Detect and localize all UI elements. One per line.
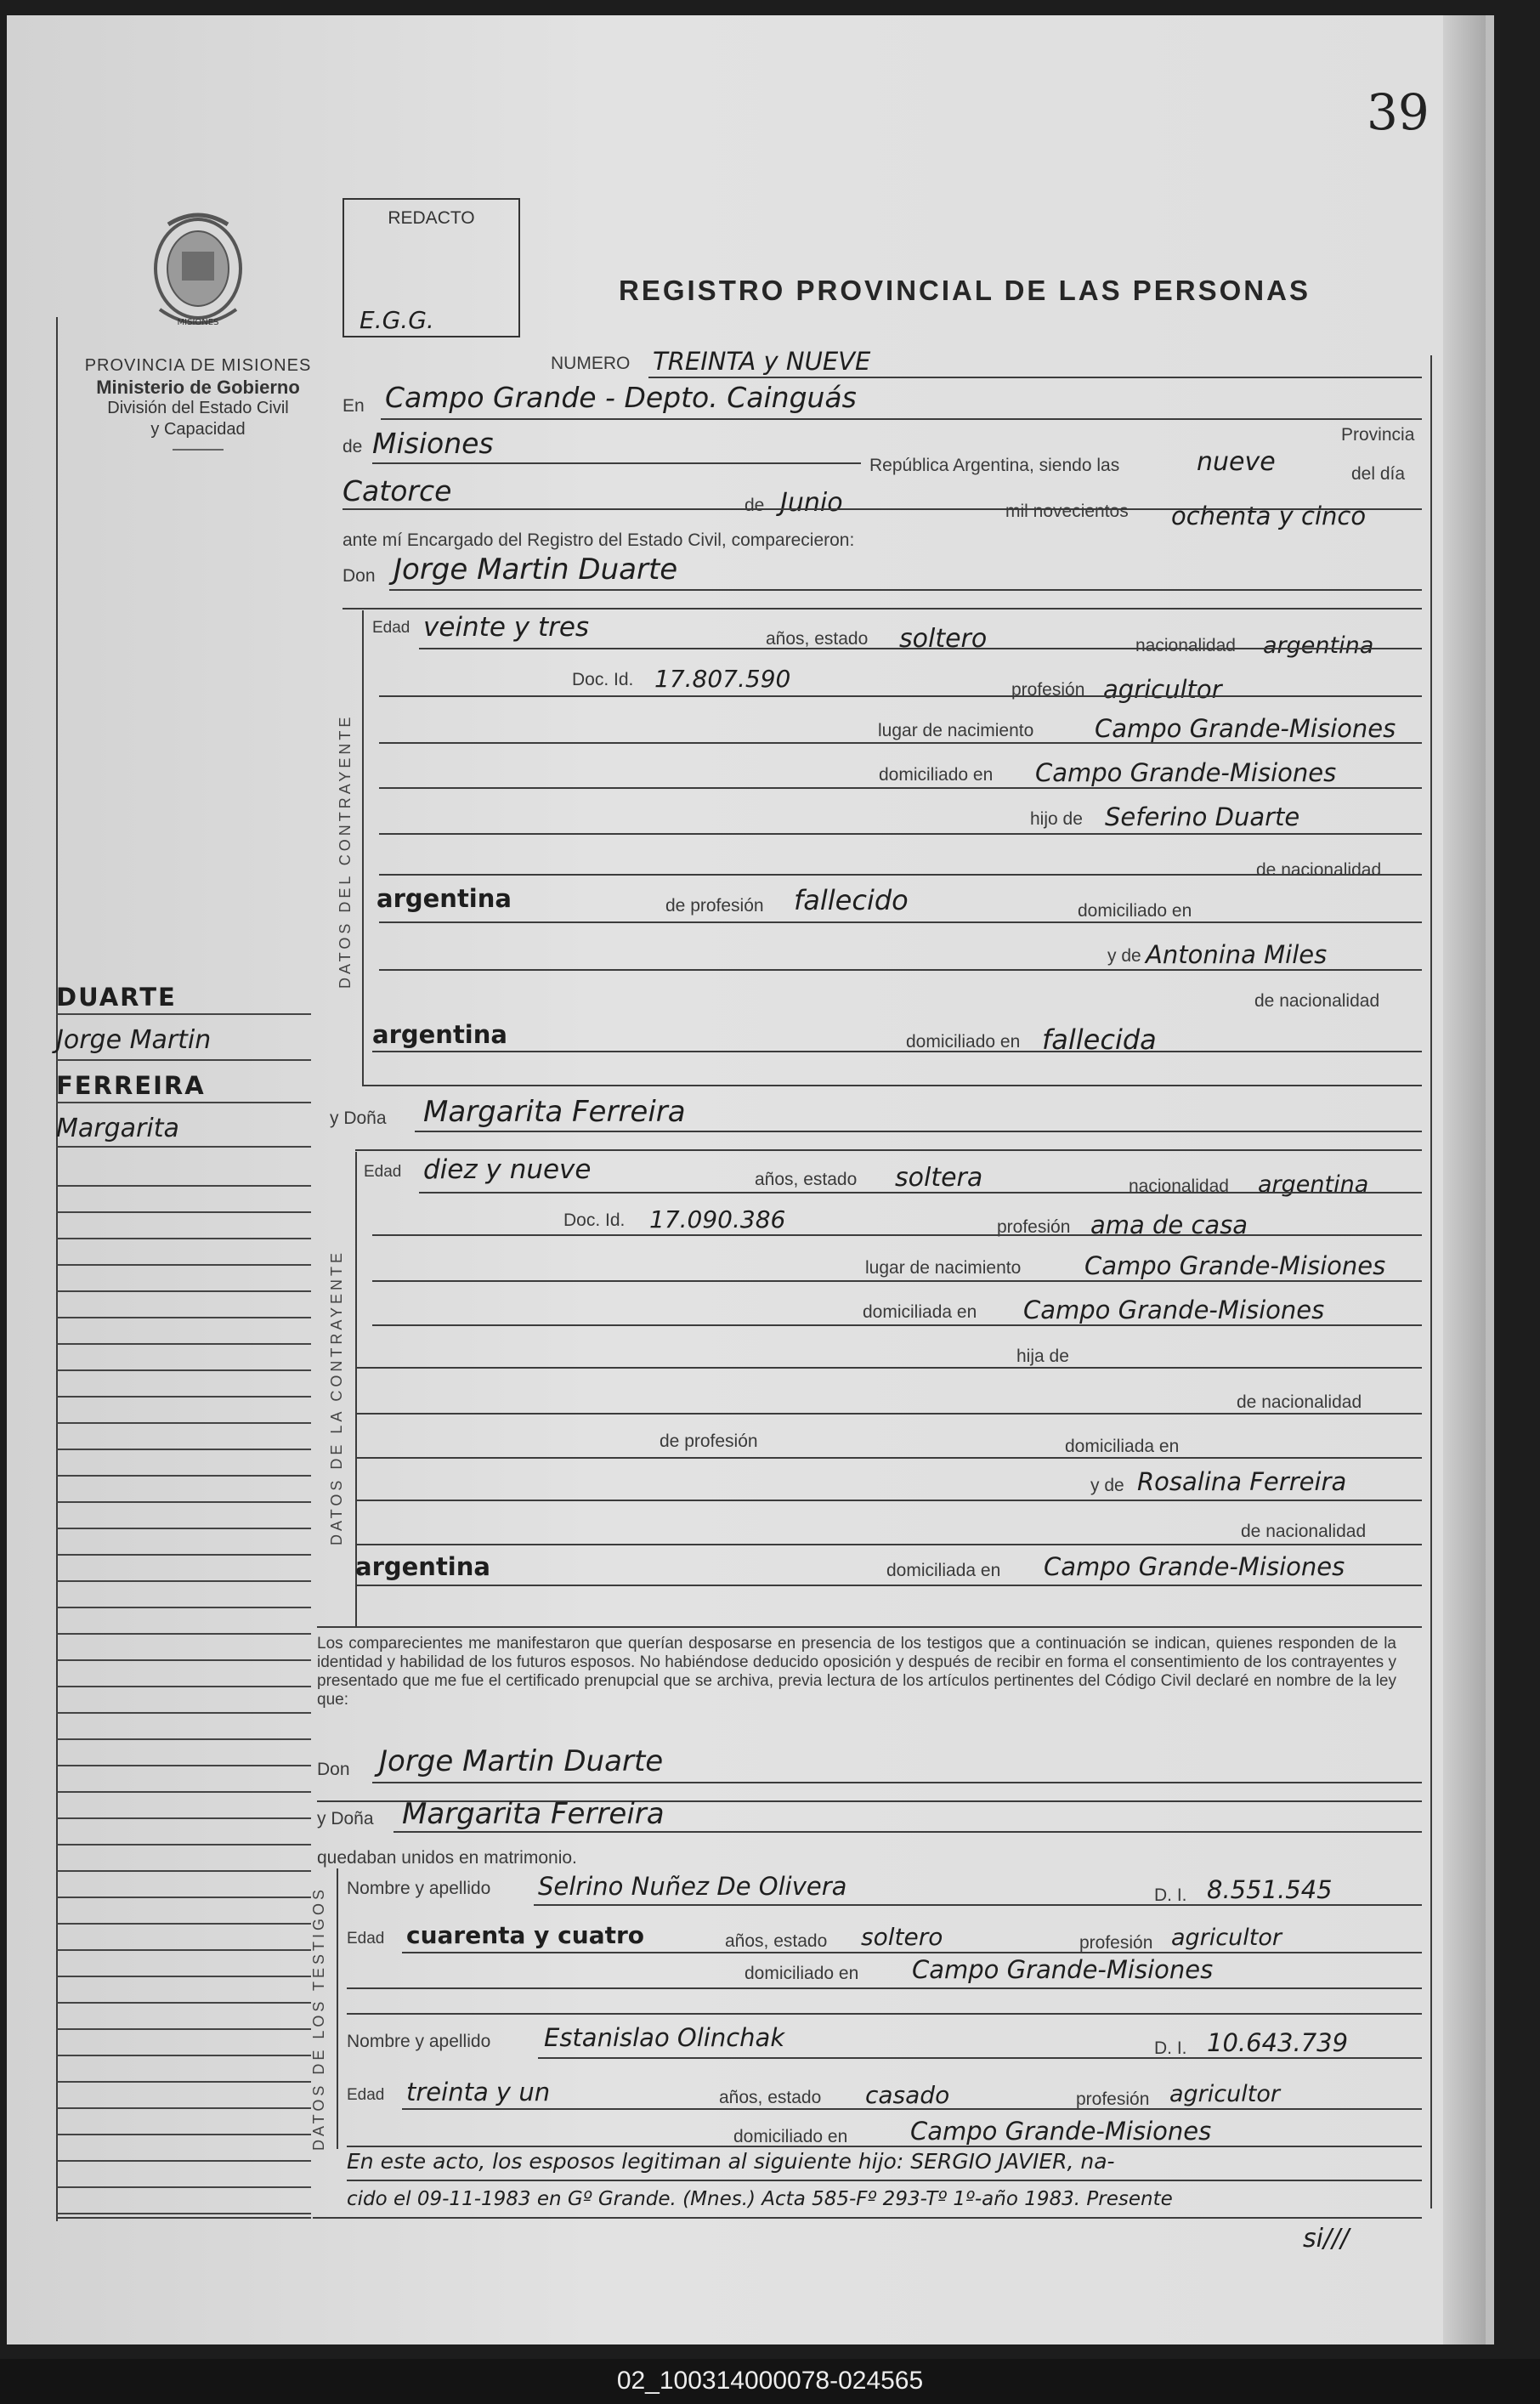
- groom-profesion-label: profesión: [1011, 680, 1085, 700]
- bride-padre-dom-label: domiciliada en: [1065, 1437, 1180, 1456]
- w1-di: 8.551.545: [1207, 1875, 1333, 1904]
- groom-profesion: agricultor: [1103, 675, 1222, 704]
- w1-domicilio: Campo Grande-Misiones: [912, 1955, 1214, 1984]
- w1-nombre: Selrino Nuñez De Olivera: [538, 1872, 847, 1901]
- groom-lugar-nac-label: lugar de nacimiento: [878, 721, 1034, 740]
- bride-madre-nac: argentina: [355, 1552, 490, 1581]
- hora-value: nueve: [1197, 447, 1276, 477]
- bride-domicilio-label: domiciliada en: [863, 1302, 977, 1322]
- w2-profesion-label: profesión: [1076, 2089, 1150, 2109]
- republica-label: República Argentina, siendo las: [869, 456, 1120, 475]
- groom-domicilio-label: domiciliado en: [879, 765, 994, 785]
- groom-edad: veinte y tres: [423, 612, 590, 643]
- groom-y-de-label: y de: [1107, 946, 1141, 966]
- w1-domicilio-label: domiciliado en: [745, 1964, 859, 1983]
- groom-padre-prof-label: de profesión: [665, 896, 764, 916]
- groom-padre-nac-label: de nacionalidad: [1256, 860, 1382, 880]
- dia-value: Catorce: [343, 474, 452, 507]
- redacto-initials: E.G.G.: [360, 306, 434, 334]
- groom-doc: 17.807.590: [654, 665, 791, 693]
- provincia-label: Provincia: [1341, 425, 1415, 445]
- w2-profesion: agricultor: [1169, 2081, 1280, 2107]
- margin-note-name-groom: Jorge Martin: [56, 1025, 311, 1061]
- groom-domicilio: Campo Grande-Misiones: [1035, 758, 1337, 787]
- groom-madre-nac-label: de nacionalidad: [1254, 991, 1380, 1011]
- bride-y-de-label: y de: [1090, 1476, 1124, 1495]
- bride-nacionalidad: argentina: [1258, 1171, 1369, 1198]
- groom-estado: soltero: [899, 624, 988, 654]
- anio-value: ochenta y cinco: [1171, 502, 1367, 530]
- groom-padre: Seferino Duarte: [1105, 802, 1300, 831]
- groom-nacionalidad: argentina: [1263, 632, 1374, 659]
- w2-edad-label: Edad: [347, 2086, 385, 2104]
- annotation-signature: si///: [1303, 2224, 1350, 2254]
- bride-name: Margarita Ferreira: [423, 1095, 686, 1129]
- margin-note-name-bride: Margarita: [56, 1114, 311, 1148]
- w1-anios-label: años, estado: [725, 1931, 828, 1951]
- witnesses-section-label: DATOS DE LOS TESTIGOS: [310, 1885, 327, 2151]
- bride-anios-label: años, estado: [755, 1170, 858, 1189]
- groom-anios-label: años, estado: [766, 629, 869, 649]
- groom-lugar-nac: Campo Grande-Misiones: [1095, 714, 1396, 743]
- groom-hijo-label: hijo de: [1030, 809, 1083, 829]
- ministry-header: [66, 355, 330, 451]
- en-label: En: [343, 396, 365, 416]
- redacto-box: [343, 198, 520, 337]
- margin-notes: [56, 983, 311, 1148]
- w2-anios-label: años, estado: [719, 2088, 822, 2107]
- bride-nacionalidad-label: nacionalidad: [1129, 1176, 1229, 1196]
- w1-profesion: agricultor: [1171, 1925, 1282, 1951]
- bride-doc: 17.090.386: [649, 1205, 786, 1233]
- margin-note-surname-groom: DUARTE: [56, 983, 311, 1015]
- bride-doc-label: Doc. Id.: [563, 1211, 626, 1230]
- register-page: [7, 15, 1494, 2344]
- w2-di-label: D. I.: [1154, 2038, 1187, 2058]
- footer-id: 02_100314000078-024565: [616, 2367, 924, 2395]
- mes-value: Junio: [780, 488, 843, 518]
- bride-madre-dom-label: domiciliada en: [886, 1561, 1001, 1580]
- mil-label: mil novecientos: [1005, 502, 1129, 521]
- ministry-line1: PROVINCIA DE MISIONES: [84, 356, 312, 375]
- annotation-line2: cido el 09-11-1983 en Gº Grande. (Mnes.) Acta 585-Fº 293-Tº 1º-año 1983. Presente: [347, 2188, 1173, 2210]
- w2-domicilio: Campo Grande-Misiones: [910, 2117, 1212, 2146]
- groom-padre-nac: argentina: [377, 884, 512, 913]
- w1-edad: cuarenta y cuatro: [406, 1921, 645, 1949]
- w1-estado: soltero: [861, 1923, 943, 1951]
- groom-padre-prof: fallecido: [794, 884, 909, 916]
- de-label: de: [343, 437, 363, 456]
- declaration-paragraph: Los comparecientes me manifestaron que querían desposarse en presencia de los testigos que a continuación se indican, quienes responden de la identidad y habilidad de los futuros esposos. No habiéndose deducido oposición y después de recibir en forma el consentimiento de los contrayentes y presentado que me fue el certificado prenupcial que se archiva, previa lectura de los artículos pertinentes del Código Civil declaré en nombre de la ley que:: [317, 1635, 1396, 1709]
- redacto-label: REDACTO: [388, 208, 475, 228]
- dona-label: y Doña: [330, 1108, 387, 1128]
- bride-padre-prof-label: de profesión: [660, 1432, 758, 1451]
- bride-profesion: ama de casa: [1090, 1211, 1248, 1239]
- w2-edad: treinta y un: [406, 2078, 551, 2106]
- bride-domicilio: Campo Grande-Misiones: [1023, 1296, 1325, 1324]
- groom-madre-dom-label: domiciliado en: [906, 1032, 1021, 1052]
- lugar-value: Campo Grande - Depto. Cainguás: [385, 381, 857, 414]
- groom-name: Jorge Martin Duarte: [393, 553, 678, 587]
- bride-profesion-label: profesión: [997, 1217, 1071, 1237]
- w2-domicilio-label: domiciliado en: [733, 2127, 848, 2146]
- w2-estado: casado: [865, 2081, 950, 2109]
- page-number: 39: [1367, 83, 1430, 141]
- numero-label: NUMERO: [551, 354, 631, 373]
- decl-don-label: Don: [317, 1760, 350, 1779]
- bride-hija-label: hija de: [1016, 1347, 1069, 1366]
- groom-edad-label: Edad: [372, 619, 410, 637]
- bride-lugar-nac-label: lugar de nacimiento: [865, 1258, 1022, 1278]
- w1-profesion-label: profesión: [1079, 1933, 1153, 1953]
- don-label: Don: [343, 566, 376, 586]
- w2-nombre: Estanislao Olinchak: [544, 2023, 785, 2052]
- w1-edad-label: Edad: [347, 1930, 385, 1948]
- provincial-seal-icon: [143, 209, 253, 337]
- bride-madre: Rosalina Ferreira: [1137, 1467, 1347, 1496]
- w1-di-label: D. I.: [1154, 1885, 1187, 1905]
- decl-dona-label: y Doña: [317, 1809, 374, 1829]
- ministry-line2: Ministerio de Gobierno: [96, 377, 300, 398]
- bride-estado: soltera: [895, 1163, 983, 1193]
- ante-label: ante mí Encargado del Registro del Estado Civil, comparecieron:: [343, 530, 855, 550]
- groom-madre: Antonina Miles: [1146, 940, 1328, 969]
- del-dia-label: del día: [1351, 464, 1406, 484]
- bride-edad: diez y nueve: [423, 1154, 592, 1185]
- ministry-line3: División del Estado Civil: [107, 399, 289, 417]
- bride-padre-nac-label: de nacionalidad: [1237, 1392, 1362, 1412]
- margin-note-surname-bride: FERREIRA: [56, 1071, 311, 1103]
- margin-blank-lines: [56, 1185, 311, 2239]
- decl-don: Jorge Martin Duarte: [379, 1744, 664, 1778]
- ministry-line4: y Capacidad: [150, 420, 246, 439]
- book-spine-shadow: [1443, 15, 1486, 2344]
- w1-nombre-label: Nombre y apellido: [347, 1879, 491, 1898]
- groom-doc-label: Doc. Id.: [572, 670, 634, 689]
- bride-madre-nac-label: de nacionalidad: [1241, 1522, 1367, 1541]
- groom-section-label: DATOS DEL CONTRAYENTE: [337, 713, 354, 989]
- numero-value: TREINTA y NUEVE: [653, 347, 871, 376]
- groom-nacionalidad-label: nacionalidad: [1135, 636, 1236, 655]
- decl-dona: Margarita Ferreira: [402, 1797, 665, 1831]
- groom-padre-dom-label: domiciliado en: [1078, 901, 1192, 921]
- bride-lugar-nac: Campo Grande-Misiones: [1084, 1251, 1386, 1280]
- de-label-2: de: [745, 496, 765, 515]
- seal-text: MISIONES: [177, 318, 219, 327]
- groom-madre-nac: argentina: [372, 1020, 507, 1049]
- unidos-text: quedaban unidos en matrimonio.: [317, 1848, 577, 1868]
- w2-di: 10.643.739: [1207, 2028, 1349, 2057]
- provincia-value: Misiones: [372, 427, 494, 460]
- w2-nombre-label: Nombre y apellido: [347, 2032, 491, 2051]
- annotation-line1: En este acto, los esposos legitiman al siguiente hijo: SERGIO JAVIER, na-: [347, 2149, 1115, 2174]
- document-title: REGISTRO PROVINCIAL DE LAS PERSONAS: [619, 275, 1311, 306]
- groom-madre-dom: fallecida: [1042, 1023, 1157, 1056]
- bride-section-label: DATOS DE LA CONTRAYENTE: [328, 1249, 345, 1545]
- bride-edad-label: Edad: [364, 1163, 402, 1181]
- bride-madre-dom: Campo Grande-Misiones: [1044, 1552, 1345, 1581]
